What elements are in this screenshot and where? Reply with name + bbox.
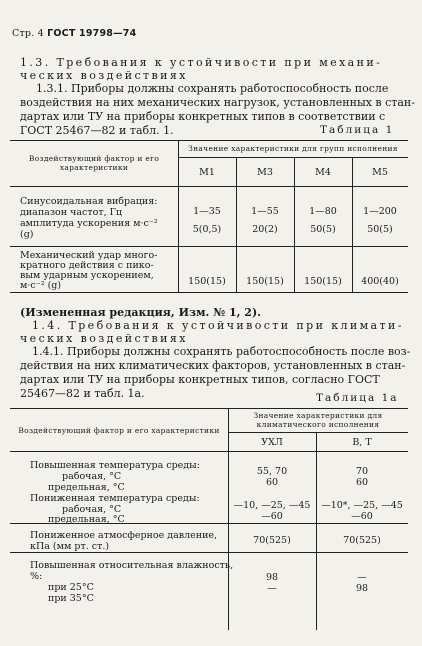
table-cell: 60: [265, 477, 279, 488]
amendment-note: (Измененная редакция, Изм. № 1, 2).: [20, 306, 261, 319]
row-label: предельная, °С: [48, 514, 125, 525]
row-label: при 25°С: [48, 582, 94, 593]
table-cell: 1—200: [363, 206, 397, 217]
row-label: Повышенная относительная влажность,: [30, 560, 234, 571]
table-cell: 70: [355, 466, 369, 477]
row-label: рабочая, °С: [62, 504, 122, 515]
table-cell: 98: [265, 572, 279, 583]
row-label: кПа (мм рт. ст.): [30, 541, 110, 552]
paragraph-line: воздействия на них механических нагрузок, установленных в стан-: [20, 96, 415, 109]
paragraph-line: 1.3.1. Приборы должны сохранять работоспособность после: [36, 82, 389, 95]
table-cell: 60: [355, 477, 369, 488]
group-header: М3: [257, 167, 273, 178]
table-cell: 5(0,5): [192, 224, 222, 235]
table-1-header-factor-cont: характеристики: [59, 163, 129, 172]
section-1-3-title-cont: ческих воздействиях: [20, 69, 188, 82]
row-label: %:: [30, 571, 43, 582]
row-label: диапазон частот, Гц: [20, 207, 123, 218]
table-cell: —10*, —25, —45: [321, 500, 403, 511]
paragraph-line: ГОСТ 25467—82 и табл. 1.: [20, 124, 174, 137]
row-label: рабочая, °С: [62, 471, 122, 482]
table-1a-header-values: Значение характеристики для: [253, 411, 383, 420]
page-number: Стр. 4: [12, 28, 44, 39]
row-label: амплитуда ускорения м·с⁻²: [20, 218, 158, 229]
table-cell: —: [267, 583, 277, 594]
table-cell: 150(15): [188, 276, 226, 287]
table-1-header-values: Значение характеристики для групп исполнения: [188, 144, 398, 153]
table-cell: —10, —25, —45: [233, 500, 311, 511]
row-label: вым ударным ускорением,: [20, 270, 154, 281]
table-cell: 1—80: [309, 206, 337, 217]
section-1-3-title: 1.3. Требования к устойчивости при механи-: [20, 56, 383, 69]
table-cell: 400(40): [361, 276, 399, 287]
table-cell: 1—55: [251, 206, 279, 217]
group-header: М1: [199, 167, 215, 178]
group-header: УХЛ: [261, 437, 283, 448]
table-cell: 70(525): [343, 535, 381, 546]
section-1-4-title: 1.4. Требования к устойчивости при климати-: [32, 319, 404, 332]
table-1-header-factor: Воздействующий фактор и его: [28, 154, 160, 163]
group-header: М5: [372, 167, 388, 178]
group-header: М4: [315, 167, 331, 178]
row-label: Повышенная температура среды:: [30, 460, 200, 471]
row-label: предельная, °С: [48, 482, 125, 493]
table-cell: 50(5): [367, 224, 393, 235]
table-cell: —60: [351, 511, 373, 522]
group-header: В, Т: [352, 437, 372, 448]
paragraph-line: дартах или ТУ на приборы конкретных типов в соответствии с: [20, 110, 386, 123]
paragraph-line: действия на них климатических факторов, установленных в стан-: [20, 359, 406, 372]
table-cell: 150(15): [304, 276, 342, 287]
table-cell: 98: [355, 583, 369, 594]
table-cell: 55, 70: [256, 466, 288, 477]
paragraph-line: 25467—82 и табл. 1а.: [20, 387, 145, 400]
table-cell: 1—35: [193, 206, 221, 217]
paragraph-line: дартах или ТУ на приборы конкретных типов, согласно ГОСТ: [20, 373, 380, 386]
paragraph-line: 1.4.1. Приборы должны сохранять работоспособность после воз-: [32, 345, 411, 358]
page-header: [12, 28, 136, 39]
table-1-label: Таблица 1: [320, 124, 395, 136]
row-label: кратного действия с пико-: [20, 260, 154, 271]
row-label: м·с⁻² (g): [20, 280, 62, 291]
table-1a-header-values-cont: климатического исполнения: [256, 420, 380, 429]
table-1a-header-factor: Воздействующий фактор и его характеристики: [18, 426, 220, 435]
row-label: Механический удар много-: [20, 250, 158, 261]
table-cell: —: [357, 572, 367, 583]
row-label: (g): [20, 229, 34, 240]
row-label: при 35°С: [48, 593, 94, 604]
table-cell: —60: [261, 511, 283, 522]
gost-number: ГОСТ 19798—74: [47, 28, 137, 39]
row-label: Пониженная температура среды:: [30, 493, 200, 504]
section-1-4-title-cont: ческих воздействиях: [20, 332, 188, 345]
table-cell: 150(15): [246, 276, 284, 287]
row-label: Синусоидальная вибрация:: [20, 196, 158, 207]
table-cell: 50(5): [310, 224, 336, 235]
table-cell: 20(2): [252, 224, 278, 235]
table-1a-label: Таблица 1а: [316, 392, 399, 404]
table-cell: 70(525): [253, 535, 291, 546]
row-label: Пониженное атмосферное давление,: [30, 530, 218, 541]
